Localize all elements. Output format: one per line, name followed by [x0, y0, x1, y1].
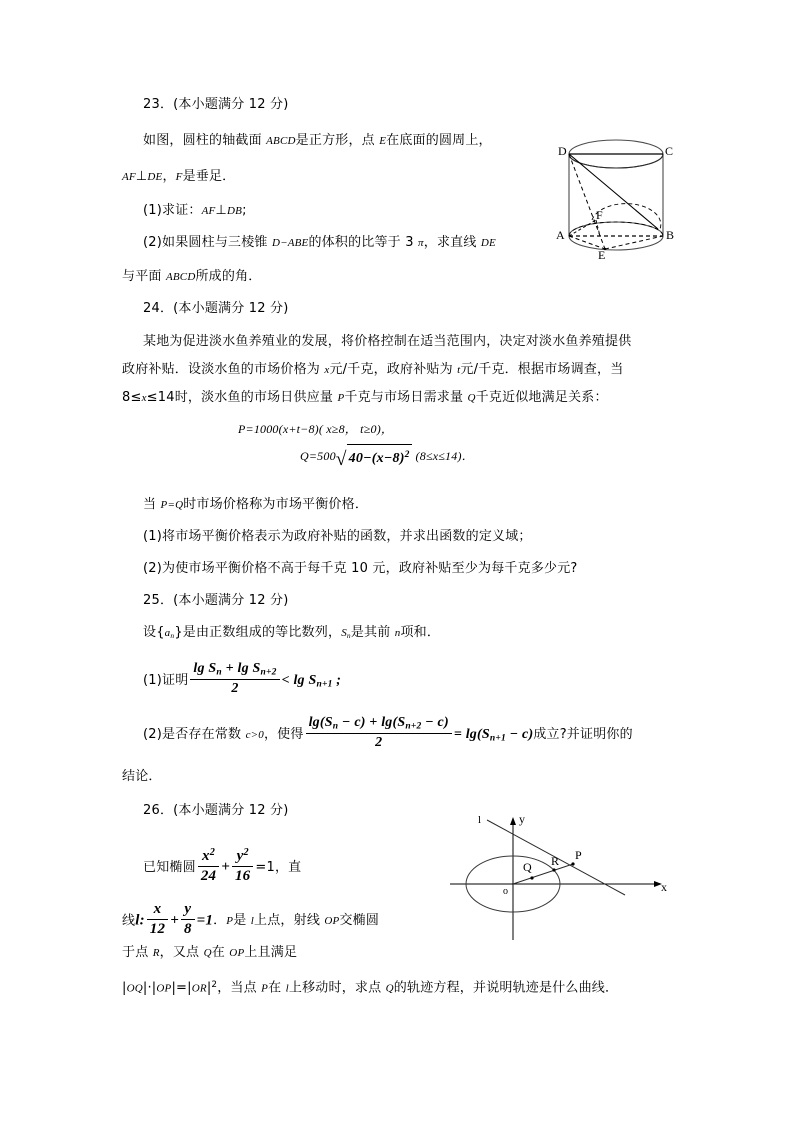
problem-23-header: 23．(本小题满分 12 分) [143, 97, 289, 112]
problem-25-part-1 [143, 662, 341, 699]
problem-26-line-3: 于点 R，又点 Q在 OP上且满足 [122, 945, 298, 960]
axis-label-y: y [519, 812, 525, 826]
part-1-suffix: < $\lg S_{n+1}$ ; [281, 672, 342, 690]
formula-P-text: P=1000(x+t−8)( x≥8， t≥0)， [238, 422, 394, 436]
math-q2: Q [203, 947, 212, 959]
problem-26-line-1 [143, 848, 301, 887]
line-plus: + [170, 912, 179, 929]
part-2-suffix: 成立?并证明你的 [533, 726, 633, 742]
math-de: DE [147, 171, 163, 183]
fraction-lg-sn-c [306, 715, 452, 752]
math-x: x [324, 364, 330, 376]
figure-label-f: F [596, 208, 603, 222]
axis-label-x: x [661, 880, 667, 894]
line-l-symbol: l: [135, 912, 145, 929]
math-peqq: P=Q [160, 499, 184, 511]
math-sn: $S_n$ [341, 627, 351, 641]
math-t: t [457, 364, 461, 376]
fraction-numerator: $\lg S_n + \lg S_{n+2}$ [190, 661, 279, 681]
fraction-denominator-24: 24 [200, 867, 217, 884]
problem-25-header: 25．(本小题满分 12 分) [143, 593, 289, 608]
part-1-prefix: (1)证明 [143, 672, 189, 688]
cylinder-figure [548, 136, 688, 261]
figure-label-d: D [558, 144, 567, 158]
formula-Q-suffix: (8≤x≤14)． [415, 448, 474, 463]
problem-24-line-3: 8≤x≤14时，淡水鱼的市场日供应量 P千克与市场日需求量 Q千克近似地满足关系： [122, 390, 608, 405]
radicand-a: 40− [348, 450, 372, 466]
formula-Q-prefix: Q=500 [300, 448, 336, 463]
math-af2: AF [201, 205, 216, 217]
origin-label-o: o [503, 886, 508, 897]
part-2-equation: = $\lg(S_{n+1} - c)$ [453, 726, 534, 744]
math-p: P [337, 392, 345, 404]
fraction-x-12 [147, 901, 168, 939]
problem-23-part-2: (2)如果圆柱与三棱锥 D−ABE的体积的比等于 3 π，求直线 DE [143, 235, 496, 250]
problem-23-line-2: AF⊥DE，F是垂足． [122, 169, 236, 184]
math-an: $a_n$ [164, 627, 175, 641]
ellipse-figure [425, 812, 675, 942]
math-db: DB [227, 205, 243, 217]
line-l-prefix: 线 [122, 913, 136, 929]
math-c: c>0 [245, 728, 264, 741]
radicand-exponent: 2 [404, 450, 410, 460]
fraction-denominator-8: 8 [183, 920, 192, 937]
fraction-denominator-16: 16 [234, 867, 251, 884]
math-e: E [379, 135, 387, 147]
problem-24-equilibrium-note: 当 P=Q时市场价格称为市场平衡价格． [143, 497, 369, 512]
line-equation-tail: ．P是 l上点，射线 OP交椭圆 [213, 913, 380, 929]
fraction-denominator-12: 12 [149, 920, 166, 937]
problem-23-part-2-cont: 与平面 ABCD所成的角． [122, 269, 262, 284]
fraction-denominator: 2 [231, 681, 239, 697]
figure-label-b: B [666, 228, 675, 242]
formula-demand-Q [300, 444, 474, 470]
problem-23-line-1: 如图，圆柱的轴截面 ABCD是正方形，点 E在底面的圆周上， [143, 133, 492, 148]
ellipse-prefix: 已知椭圆 [143, 859, 196, 875]
point-label-q: Q [523, 860, 532, 874]
point-label-p: P [575, 848, 582, 862]
problem-25-line-1: 设$\{a_n\}$是由正数组成的等比数列，$S_n$是其前 n项和． [143, 625, 441, 641]
fraction-x2-24 [198, 847, 219, 886]
sqrt-expression [336, 444, 412, 470]
fraction-denominator-2: 2 [375, 735, 383, 751]
math-de2: DE [480, 237, 496, 249]
formula-supply-P [238, 420, 393, 438]
math-abcd: ABCD [266, 135, 296, 147]
problem-26-header: 26．(本小题满分 12 分) [143, 803, 289, 818]
math-pi: π [418, 237, 424, 249]
problem-24-part-1: (1)将市场平衡价格表示为政府补贴的函数，并求出函数的定义域； [143, 529, 532, 544]
problem-26-line-4: $|OQ|\cdot|OP|=|OR|^2$，当点 P在 l上移动时，求点 Q的轨迹方程，并说明轨迹是什么曲线． [122, 980, 619, 996]
math-af: AF [122, 171, 136, 183]
point-label-r: R [551, 854, 560, 868]
fraction-y-8 [181, 901, 195, 939]
problem-26-line-2 [122, 902, 379, 940]
problem-24-part-2: (2)为使市场平衡价格不高于每千克 10 元，政府补贴至少为每千克多少元? [143, 561, 578, 576]
math-x2: x [141, 392, 147, 404]
problem-24-line-2: 政府补贴．设淡水鱼的市场价格为 x元/千克，政府补贴为 t元/千克．根据市场调查，当 [122, 362, 624, 377]
fraction-y2-16 [232, 847, 253, 886]
ellipse-equation-tail: =1，直 [255, 859, 302, 875]
line-label-l: l [478, 814, 482, 826]
problem-23-part-1: (1)求证：AF⊥DB; [143, 203, 247, 218]
problem-24-header: 24．(本小题满分 12 分) [143, 301, 289, 316]
figure-label-e: E [598, 248, 606, 262]
fraction-numerator-x2: $x^2$ [198, 847, 219, 867]
ellipse-plus: + [221, 858, 230, 875]
math-n: n [394, 627, 401, 639]
fraction-numerator-2: $\lg(S_n - c) + \lg(S_{n+2} - c)$ [306, 715, 452, 735]
figure-label-a: A [556, 228, 565, 242]
math-r: R [152, 947, 160, 959]
radical-sign-icon: √ [335, 449, 347, 471]
fraction-numerator-x: x [147, 901, 168, 920]
fraction-numerator-y: y [181, 901, 195, 920]
fraction-lg-sn [190, 661, 279, 698]
line-equals-one: =1 [196, 912, 214, 929]
math-op: OP [229, 947, 245, 959]
problem-24-line-1: 某地为促进淡水鱼养殖业的发展，将价格控制在适当范围内，决定对淡水鱼养殖提供 [143, 334, 632, 349]
math-q: Q [467, 392, 476, 404]
math-dabe: D−ABE [271, 237, 309, 249]
radicand [347, 444, 412, 468]
problem-25-part-2: (2)是否存在常数 c>0，使得 $\frac{\lg(S_n - c) + \lg(S_{n+2} - c)}{2}$ = $\lg(S_{n+1} - c)$成立?并证明你的 [143, 714, 633, 751]
problem-25-conclusion: 结论． [122, 769, 162, 784]
math-abcd2: ABCD [165, 271, 196, 283]
math-f: F [175, 171, 183, 183]
radicand-b: (x−8) [371, 450, 405, 466]
figure-label-c: C [665, 144, 674, 158]
fraction-numerator-y2: $y^2$ [232, 847, 253, 867]
